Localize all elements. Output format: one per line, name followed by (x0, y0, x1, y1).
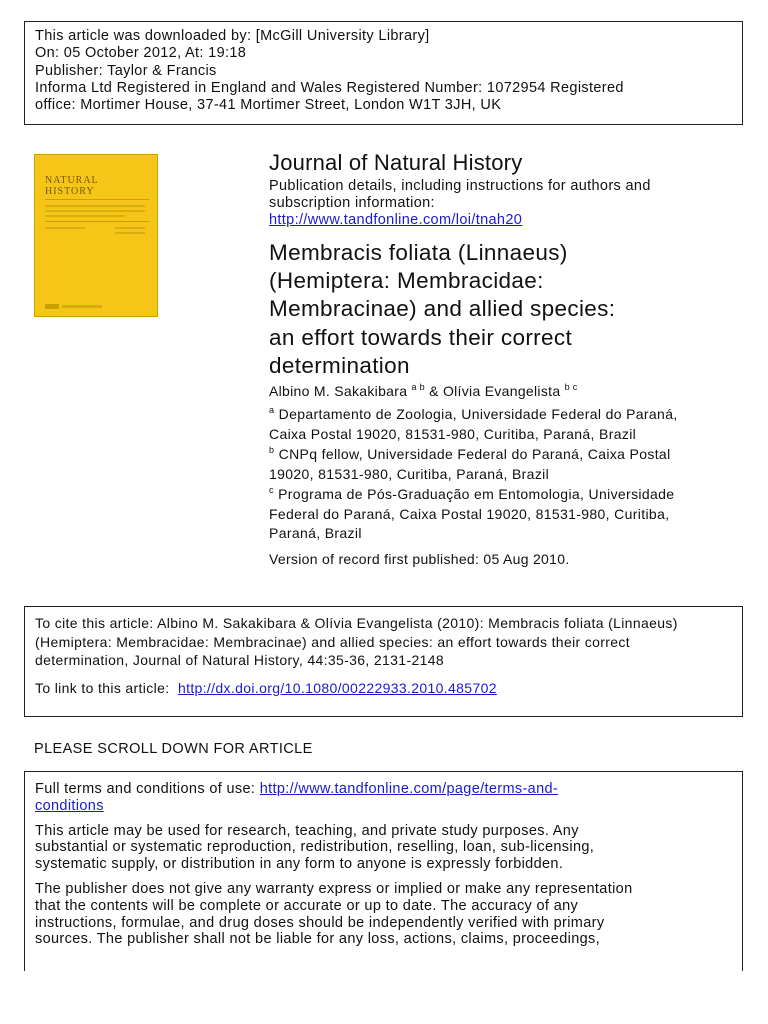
scroll-notice: PLEASE SCROLL DOWN FOR ARTICLE (34, 741, 313, 757)
citation-line: (Hemiptera: Membracidae: Membracinae) and allied species: an effort towards their correct (35, 633, 631, 650)
terms-paragraph (35, 823, 732, 873)
terms-line: instructions, formulae, and drug doses should be independently verified with primary (35, 914, 605, 931)
publication-details-line: Publication details, including instructions for authors and (269, 178, 651, 194)
cover-rule (45, 199, 149, 200)
affiliation-marker: b (269, 445, 275, 455)
citation-line: determination, Journal of Natural History, 44:35-36, 2131-2148 (35, 652, 444, 668)
doi-link[interactable]: http://dx.doi.org/10.1080/00222933.2010.485702 (177, 679, 497, 696)
terms-box (24, 771, 743, 971)
affiliation-marker: b c (564, 382, 578, 392)
affiliation-b (269, 445, 671, 484)
cover-name-line: NATURAL (45, 175, 99, 186)
article-link-row (35, 679, 732, 698)
article-title-line: determination (269, 352, 410, 378)
terms-line: systematic supply, or distribution in any form to anyone is expressly forbidden. (35, 856, 564, 873)
affiliation-text: Paraná, Brazil (269, 525, 362, 541)
affiliation-a (269, 405, 678, 444)
article-title-line: (Hemiptera: Membracidae: (269, 268, 544, 294)
download-notice-line: This article was downloaded by: [McGill University Library] (35, 28, 430, 44)
terms-link[interactable]: http://www.tandfonline.com/page/terms-and- (259, 781, 559, 797)
affiliation-marker: a b (411, 382, 425, 392)
affiliation-text: Federal do Paraná, Caixa Postal 19020, 81531-980, Curitiba, (269, 505, 670, 522)
terms-line: substantial or systematic reproduction, redistribution, reselling, loan, sub-licensing, (35, 839, 595, 856)
affiliation-marker: a (269, 405, 275, 415)
article-title-line: Membracinae) and allied species: (269, 296, 616, 322)
journal-link[interactable]: http://www.tandfonline.com/loi/tnah20 (269, 212, 523, 228)
cover-text-line (115, 232, 145, 234)
citation-line: To cite this article: Albino M. Sakakibara & Olívia Evangelista (2010): Membracis foliata (Linnaeus) (35, 615, 678, 631)
article-title-line: Membracis foliata (Linnaeus) (269, 240, 568, 265)
version-of-record: Version of record first published: 05 Aug 2010. (269, 551, 570, 567)
terms-line: sources. The publisher shall not be liable for any loss, actions, claims, proceedings, (35, 931, 600, 948)
terms-link[interactable]: conditions (35, 797, 104, 814)
terms-line: This article may be used for research, teaching, and private study purposes. Any (35, 822, 579, 839)
affiliation-text: Caixa Postal 19020, 81531-980, Curitiba, Paraná, Brazil (269, 425, 637, 442)
affiliation-text: 19020, 81531-980, Curitiba, Paraná, Brazil (269, 465, 550, 482)
affiliation-text: Programa de Pós-Graduação em Entomologia, Universidade (278, 486, 675, 502)
cover-text-line (45, 210, 145, 212)
cover-name-line: HISTORY (45, 186, 95, 197)
cover-text-line (62, 305, 102, 308)
download-notice-line: office: Mortimer House, 37-41 Mortimer Street, London W1T 3JH, UK (35, 97, 502, 114)
cover-rule (45, 221, 149, 222)
author-name: Albino M. Sakakibara (269, 383, 408, 399)
download-notice-line: On: 05 October 2012, At: 19:18 (35, 45, 247, 62)
article-title-line: an effort towards their correct (269, 324, 573, 350)
publication-details-line: subscription information: (269, 195, 435, 211)
terms-line: that the contents will be complete or accurate or up to date. The accuracy of any (35, 897, 579, 914)
cover-text-line (45, 205, 145, 207)
affiliation-marker: c (269, 485, 274, 495)
author-list (269, 383, 578, 399)
citation-box (24, 606, 743, 717)
article-link-label: To link to this article: (35, 679, 170, 696)
download-notice-box (24, 21, 743, 125)
terms-line: The publisher does not give any warranty express or implied or make any representation (35, 880, 633, 897)
journal-title: Journal of Natural History (269, 150, 523, 175)
download-notice-line: Informa Ltd Registered in England and Wales Registered Number: 1072954 Registered (35, 79, 624, 96)
cover-text-line (45, 227, 85, 229)
cover-text-line (115, 227, 145, 229)
cover-text-line (45, 215, 125, 217)
affiliation-text: CNPq fellow, Universidade Federal do Paraná, Caixa Postal (278, 446, 671, 462)
cover-journal-name (45, 175, 99, 197)
download-notice-line: Publisher: Taylor & Francis (35, 62, 217, 79)
publisher-logo-icon (45, 304, 59, 309)
terms-paragraph (35, 881, 732, 948)
affiliation-c (269, 485, 674, 544)
publication-details (269, 178, 651, 212)
terms-label: Full terms and conditions of use: (35, 781, 256, 797)
article-title (269, 239, 615, 380)
affiliation-text: Departamento de Zoologia, Universidade Federal do Paraná, (278, 406, 678, 422)
author-name: & Olívia Evangelista (429, 383, 561, 399)
journal-cover-image (34, 154, 158, 317)
